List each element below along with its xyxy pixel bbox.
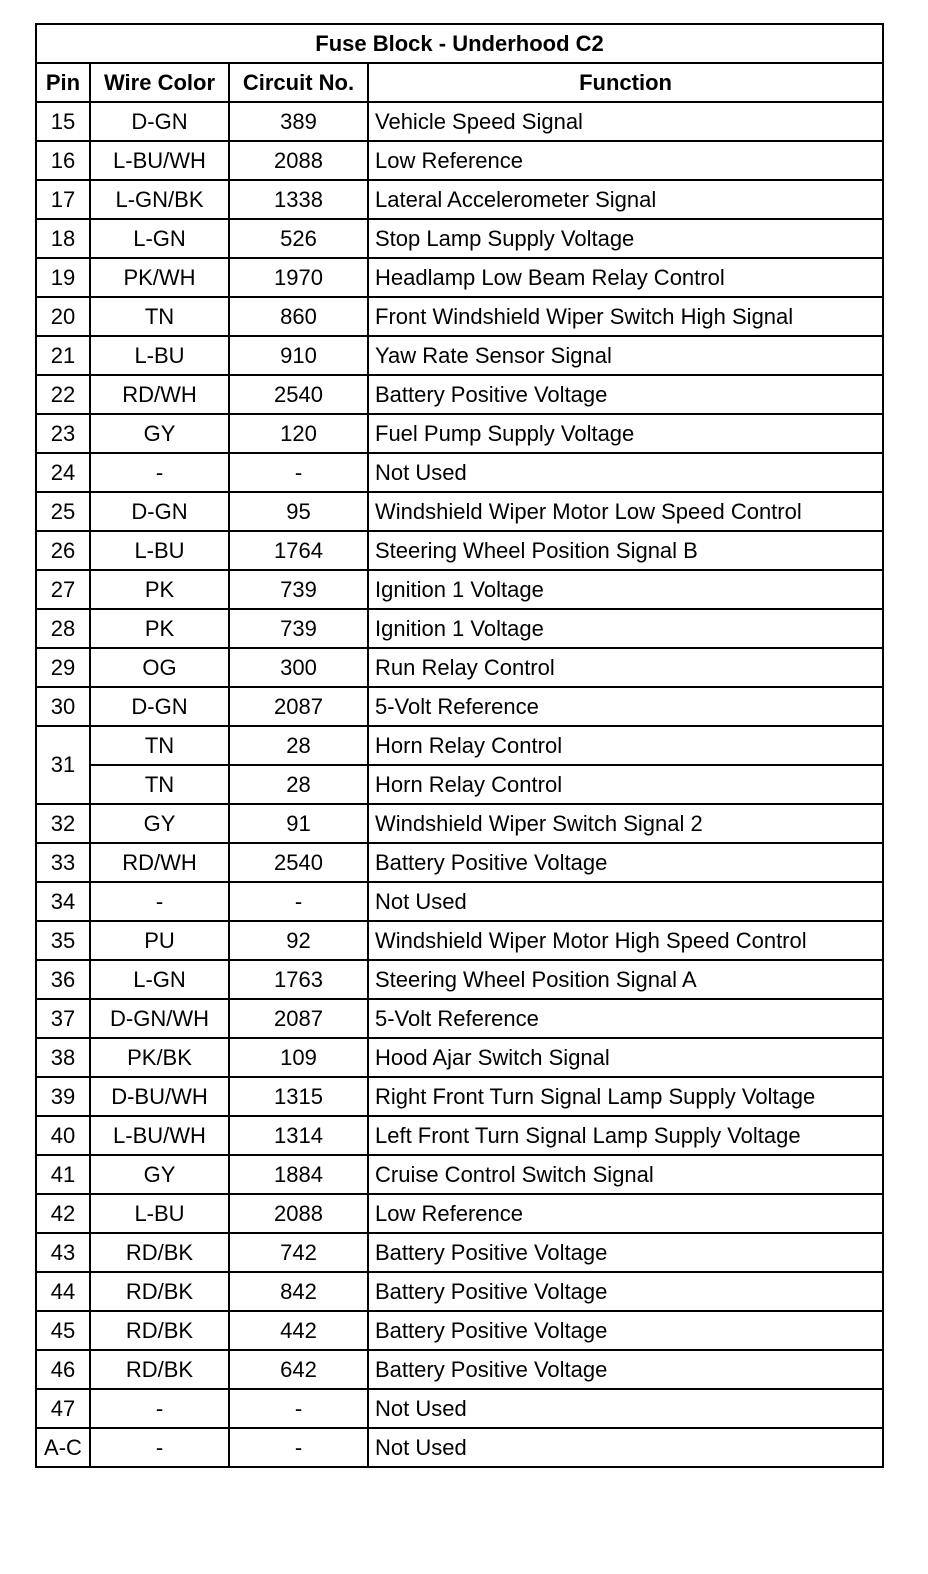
table-row [36,609,883,648]
circuit-no-cell: 92 [229,921,368,960]
pin-cell: 30 [36,687,90,726]
circuit-no-cell: 642 [229,1350,368,1389]
wire-color-cell: - [90,882,229,921]
table-row [36,453,883,492]
table-body [36,102,883,1467]
function-cell: Fuel Pump Supply Voltage [368,414,883,453]
pin-cell: 18 [36,219,90,258]
wire-color-cell: L-BU [90,531,229,570]
table-row [36,1311,883,1350]
table-row [36,648,883,687]
wire-color-cell: RD/BK [90,1350,229,1389]
table-row [36,687,883,726]
function-cell: Run Relay Control [368,648,883,687]
function-cell: Low Reference [368,1194,883,1233]
pin-cell: 26 [36,531,90,570]
table-row [36,1116,883,1155]
table-row [36,258,883,297]
wire-color-cell: TN [90,297,229,336]
table-row [36,141,883,180]
function-cell: Not Used [368,1389,883,1428]
pin-cell: 31 [36,726,90,804]
wire-color-cell: RD/BK [90,1233,229,1272]
table-row [36,375,883,414]
function-cell: Horn Relay Control [368,726,883,765]
table-row [36,336,883,375]
circuit-no-cell: 860 [229,297,368,336]
function-cell: Hood Ajar Switch Signal [368,1038,883,1077]
wire-color-cell: L-BU/WH [90,1116,229,1155]
circuit-no-cell: 2540 [229,375,368,414]
pin-cell: 15 [36,102,90,141]
pin-cell: 17 [36,180,90,219]
table-row [36,1428,883,1467]
circuit-no-cell: - [229,882,368,921]
circuit-no-cell: 739 [229,570,368,609]
pin-cell: 16 [36,141,90,180]
function-cell: Low Reference [368,141,883,180]
table-row [36,804,883,843]
circuit-no-cell: 2540 [229,843,368,882]
circuit-no-cell: 120 [229,414,368,453]
table-row [36,1194,883,1233]
circuit-no-cell: 389 [229,102,368,141]
circuit-no-cell: 910 [229,336,368,375]
table-row [36,843,883,882]
pin-cell: 35 [36,921,90,960]
wire-color-cell: GY [90,414,229,453]
function-cell: Steering Wheel Position Signal B [368,531,883,570]
circuit-no-cell: 28 [229,726,368,765]
circuit-no-cell: 742 [229,1233,368,1272]
wire-color-cell: D-GN/WH [90,999,229,1038]
function-cell: Steering Wheel Position Signal A [368,960,883,999]
table-row [36,1155,883,1194]
wire-color-cell: RD/BK [90,1272,229,1311]
circuit-no-cell: 1315 [229,1077,368,1116]
wire-color-cell: GY [90,804,229,843]
table-row [36,570,883,609]
circuit-no-cell: - [229,1428,368,1467]
circuit-no-cell: 2088 [229,1194,368,1233]
circuit-no-cell: 95 [229,492,368,531]
wire-color-cell: PK/WH [90,258,229,297]
function-cell: Front Windshield Wiper Switch High Signal [368,297,883,336]
pin-cell: 37 [36,999,90,1038]
function-cell: Battery Positive Voltage [368,1272,883,1311]
wire-color-cell: RD/BK [90,1311,229,1350]
table-row [36,102,883,141]
table-row [36,492,883,531]
pin-cell: 34 [36,882,90,921]
table-row [36,531,883,570]
wire-color-cell: L-GN/BK [90,180,229,219]
pin-cell: 20 [36,297,90,336]
wire-color-cell: D-GN [90,687,229,726]
table-row [36,1389,883,1428]
pin-cell: 47 [36,1389,90,1428]
wire-color-cell: D-BU/WH [90,1077,229,1116]
circuit-no-cell: 739 [229,609,368,648]
function-cell: Yaw Rate Sensor Signal [368,336,883,375]
table-title-row [36,24,883,63]
function-cell: Vehicle Speed Signal [368,102,883,141]
wire-color-cell: L-BU [90,1194,229,1233]
function-cell: 5-Volt Reference [368,999,883,1038]
wire-color-cell: - [90,453,229,492]
function-cell: Ignition 1 Voltage [368,609,883,648]
function-cell: Headlamp Low Beam Relay Control [368,258,883,297]
wire-color-cell: PU [90,921,229,960]
wire-color-cell: PK [90,570,229,609]
wire-color-cell: RD/WH [90,843,229,882]
table-row [36,219,883,258]
table-row [36,960,883,999]
pin-cell: 19 [36,258,90,297]
pin-cell: 29 [36,648,90,687]
circuit-no-cell: - [229,1389,368,1428]
table-header-row [36,63,883,102]
wire-color-cell: L-GN [90,219,229,258]
table-row [36,180,883,219]
circuit-no-cell: 2088 [229,141,368,180]
function-cell: Not Used [368,453,883,492]
table-row [36,1350,883,1389]
function-cell: Not Used [368,1428,883,1467]
fuse-block-table [35,23,884,1468]
pin-cell: 32 [36,804,90,843]
pin-cell: 41 [36,1155,90,1194]
wire-color-cell: TN [90,765,229,804]
header-function: Function [368,63,883,102]
circuit-no-cell: 1970 [229,258,368,297]
table-row [36,414,883,453]
pin-cell: 21 [36,336,90,375]
pin-cell: 45 [36,1311,90,1350]
wire-color-cell: PK [90,609,229,648]
pin-cell: 40 [36,1116,90,1155]
table-row [36,297,883,336]
wire-color-cell: - [90,1389,229,1428]
pin-cell: 36 [36,960,90,999]
function-cell: Windshield Wiper Motor High Speed Control [368,921,883,960]
circuit-no-cell: 109 [229,1038,368,1077]
pin-cell: 25 [36,492,90,531]
table-row [36,1233,883,1272]
header-pin: Pin [36,63,90,102]
pin-cell: 42 [36,1194,90,1233]
table-row [36,882,883,921]
header-circuit-no: Circuit No. [229,63,368,102]
wire-color-cell: D-GN [90,492,229,531]
circuit-no-cell: 1338 [229,180,368,219]
function-cell: Lateral Accelerometer Signal [368,180,883,219]
circuit-no-cell: 2087 [229,999,368,1038]
circuit-no-cell: 91 [229,804,368,843]
pin-cell: 33 [36,843,90,882]
function-cell: Cruise Control Switch Signal [368,1155,883,1194]
circuit-no-cell: 300 [229,648,368,687]
circuit-no-cell: 442 [229,1311,368,1350]
wire-color-cell: PK/BK [90,1038,229,1077]
wire-color-cell: RD/WH [90,375,229,414]
wire-color-cell: L-GN [90,960,229,999]
pin-cell: 27 [36,570,90,609]
pin-cell: 24 [36,453,90,492]
function-cell: Stop Lamp Supply Voltage [368,219,883,258]
function-cell: Left Front Turn Signal Lamp Supply Voltage [368,1116,883,1155]
table-row [36,765,883,804]
circuit-no-cell: 1763 [229,960,368,999]
function-cell: Battery Positive Voltage [368,1311,883,1350]
pin-cell: 28 [36,609,90,648]
pin-cell: 44 [36,1272,90,1311]
table-row [36,1272,883,1311]
function-cell: Battery Positive Voltage [368,843,883,882]
pin-cell: 43 [36,1233,90,1272]
table-row [36,1038,883,1077]
circuit-no-cell: - [229,453,368,492]
circuit-no-cell: 842 [229,1272,368,1311]
wire-color-cell: - [90,1428,229,1467]
function-cell: Right Front Turn Signal Lamp Supply Voltage [368,1077,883,1116]
wire-color-cell: OG [90,648,229,687]
function-cell: Windshield Wiper Switch Signal 2 [368,804,883,843]
function-cell: Battery Positive Voltage [368,1350,883,1389]
table-row [36,921,883,960]
function-cell: Battery Positive Voltage [368,375,883,414]
wire-color-cell: GY [90,1155,229,1194]
pin-cell: 22 [36,375,90,414]
circuit-no-cell: 28 [229,765,368,804]
function-cell: 5-Volt Reference [368,687,883,726]
table-title: Fuse Block - Underhood C2 [36,24,883,63]
table-row [36,726,883,765]
circuit-no-cell: 526 [229,219,368,258]
wire-color-cell: TN [90,726,229,765]
pin-cell: 23 [36,414,90,453]
circuit-no-cell: 1884 [229,1155,368,1194]
function-cell: Ignition 1 Voltage [368,570,883,609]
circuit-no-cell: 1314 [229,1116,368,1155]
table-row [36,999,883,1038]
function-cell: Battery Positive Voltage [368,1233,883,1272]
table-row [36,1077,883,1116]
function-cell: Not Used [368,882,883,921]
wire-color-cell: D-GN [90,102,229,141]
pin-cell: A-C [36,1428,90,1467]
pin-cell: 39 [36,1077,90,1116]
wire-color-cell: L-BU/WH [90,141,229,180]
circuit-no-cell: 1764 [229,531,368,570]
header-wire-color: Wire Color [90,63,229,102]
circuit-no-cell: 2087 [229,687,368,726]
pin-cell: 46 [36,1350,90,1389]
function-cell: Horn Relay Control [368,765,883,804]
wire-color-cell: L-BU [90,336,229,375]
function-cell: Windshield Wiper Motor Low Speed Control [368,492,883,531]
pin-cell: 38 [36,1038,90,1077]
